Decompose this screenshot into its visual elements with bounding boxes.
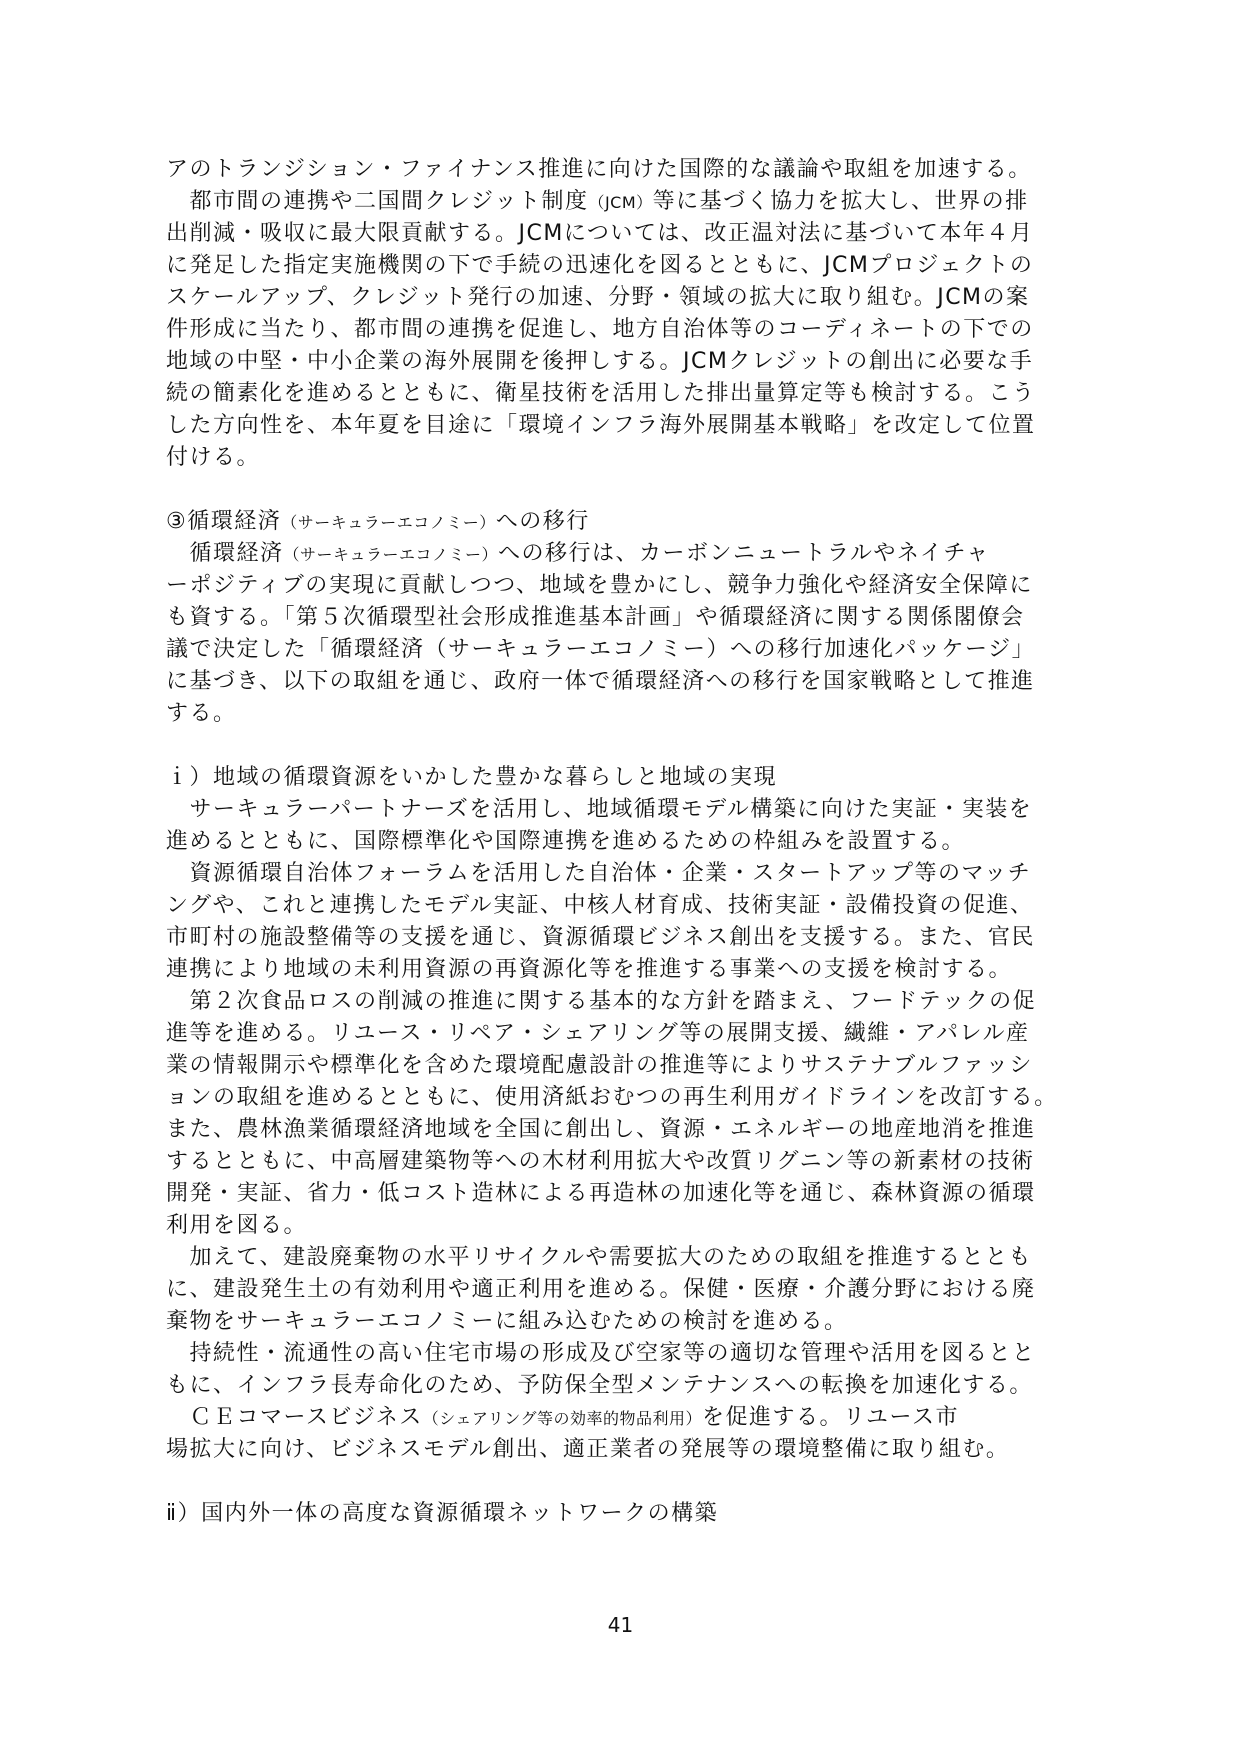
- paragraph-gap: [166, 474, 1096, 506]
- paragraph-line: 議で決定した「循環経済（サーキュラーエコノミー）への移行加速化パッケージ」: [166, 637, 1036, 662]
- paragraph-line: に、建設発生土の有効利用や適正利用を進める。保健・医療・介護分野における廃: [166, 1277, 1036, 1302]
- paragraph-gap: [166, 730, 1096, 762]
- paragraph-line: するとともに、中高層建築物等への木材利用拡大や改質リグニン等の新素材の技術: [166, 1149, 1035, 1174]
- page-number: 41: [607, 1613, 634, 1637]
- paragraph-line: 件形成に当たり、都市間の連携を促進し、地方自治体等のコーディネートの下での: [166, 317, 1034, 342]
- text-span: への移行: [495, 509, 590, 534]
- text-span-small: （JCM）: [588, 193, 653, 212]
- paragraph-line: ングや、これと連携したモデル実証、中核人材育成、技術実証・設備投資の促進、: [166, 893, 1034, 918]
- paragraph-line: また、農林漁業循環経済地域を全国に創出し、資源・エネルギーの地産地消を推進: [166, 1117, 1036, 1142]
- paragraph-line: 持続性・流通性の高い住宅市場の形成及び空家等の適切な管理や活用を図るとと: [166, 1341, 1036, 1366]
- subsection-heading: ⅱ）国内外一体の高度な資源循環ネットワークの構築: [166, 1501, 719, 1526]
- paragraph-line: 利用を図る。: [166, 1213, 308, 1238]
- paragraph-line: 棄物をサーキュラーエコノミーに組み込むための検討を進める。: [166, 1309, 848, 1334]
- text-span: を促進する。リユース市: [701, 1405, 959, 1430]
- paragraph-line: 第２次食品ロスの削減の推進に関する基本的な方針を踏まえ、フードテックの促: [166, 989, 1037, 1014]
- paragraph-line: 続の簡素化を進めるとともに、衛星技術を活用した排出量算定等も検討する。こう: [166, 381, 1036, 406]
- paragraph-line: 進めるとともに、国際標準化や国際連携を進めるための枠組みを設置する。: [166, 829, 966, 854]
- text-span: への移行は、カーボンニュートラルやネイチャ: [498, 541, 990, 566]
- paragraph-line: 市町村の施設整備等の支援を通じ、資源循環ビジネス創出を支援する。また、官民: [166, 925, 1035, 950]
- text-span: ＣＥコマースビジネス: [166, 1405, 423, 1430]
- paragraph-line: [166, 186, 1096, 218]
- paragraph-line: する。: [166, 701, 237, 726]
- subsection-heading: ｉ）地域の循環資源をいかした豊かな暮らしと地域の実現: [166, 765, 778, 790]
- paragraph-line: 地域の中堅・中小企業の海外展開を後押しする。JCMクレジットの創出に必要な手: [166, 349, 1034, 374]
- paragraph-line: した方向性を、本年夏を目途に「環境インフラ海外展開基本戦略」を改定して位置: [166, 413, 1036, 438]
- paragraph-line: ーポジティブの実現に貢献しつつ、地域を豊かにし、競争力強化や経済安全保障に: [166, 573, 1033, 598]
- text-span: 都市間の連携や二国間クレジット制度: [166, 189, 589, 214]
- paragraph-line: 業の情報開示や標準化を含めた環境配慮設計の推進等によりサステナブルファッシ: [166, 1053, 1033, 1078]
- paragraph-gap: [166, 1466, 1096, 1498]
- paragraph-line: 進等を進める。リユース・リペア・シェアリング等の展開支援、繊維・アパレル産: [166, 1021, 1030, 1046]
- paragraph-line: に基づき、以下の取組を通じ、政府一体で循環経済への移行を国家戦略として推進: [166, 669, 1035, 694]
- text-span-small: （サーキュラーエコノミー）: [283, 545, 499, 564]
- document-body: [166, 154, 1096, 1530]
- paragraph-line: 出削減・吸収に最大限貢献する。JCMについては、改正温対法に基づいて本年４月: [166, 221, 1034, 246]
- paragraph-line: もに、インフラ長寿命化のため、予防保全型メンテナンスへの転換を加速化する。: [166, 1373, 1033, 1398]
- paragraph-line: も資する。「第５次循環型社会形成推進基本計画」や循環経済に関する関係閣僚会: [166, 605, 1025, 630]
- paragraph-line: 連携により地域の未利用資源の再資源化等を推進する事業への支援を検討する。: [166, 957, 1013, 982]
- text-span: 等に基づく協力を拡大し、世界の排: [652, 189, 1029, 214]
- text-span: ③循環経済: [166, 509, 282, 534]
- text-span-small: （シェアリング等の効率的物品利用）: [422, 1409, 702, 1428]
- text-span-small: （サーキュラーエコノミー）: [281, 513, 496, 532]
- paragraph-line: アのトランジション・ファイナンス推進に向けた国際的な議論や取組を加速する。: [166, 157, 1032, 182]
- paragraph-line: [166, 538, 1096, 570]
- section-heading: [166, 506, 1096, 538]
- paragraph-line: [166, 1402, 1096, 1434]
- paragraph-line: ョンの取組を進めるとともに、使用済紙おむつの再生利用ガイドラインを改訂する。: [166, 1085, 1058, 1110]
- paragraph-line: 付ける。: [166, 445, 261, 470]
- paragraph-line: 開発・実証、省力・低コスト造林による再造林の加速化等を通じ、森林資源の循環: [166, 1181, 1036, 1206]
- paragraph-line: 資源循環自治体フォーラムを活用した自治体・企業・スタートアップ等のマッチ: [166, 861, 1032, 886]
- paragraph-line: 場拡大に向け、ビジネスモデル創出、適正業者の発展等の環境整備に取り組む。: [166, 1437, 1010, 1462]
- paragraph-line: サーキュラーパートナーズを活用し、地域循環モデル構築に向けた実証・実装を: [166, 797, 1033, 822]
- paragraph-line: に発足した指定実施機関の下で手続の迅速化を図るとともに、JCMプロジェクトの: [166, 253, 1034, 278]
- paragraph-line: スケールアップ、クレジット発行の加速、分野・領域の拡大に取り組む。JCMの案: [166, 285, 1030, 310]
- text-span: 循環経済: [166, 541, 284, 566]
- paragraph-line: 加えて、建設廃棄物の水平リサイクルや需要拡大のための取組を推進するととも: [166, 1245, 1032, 1270]
